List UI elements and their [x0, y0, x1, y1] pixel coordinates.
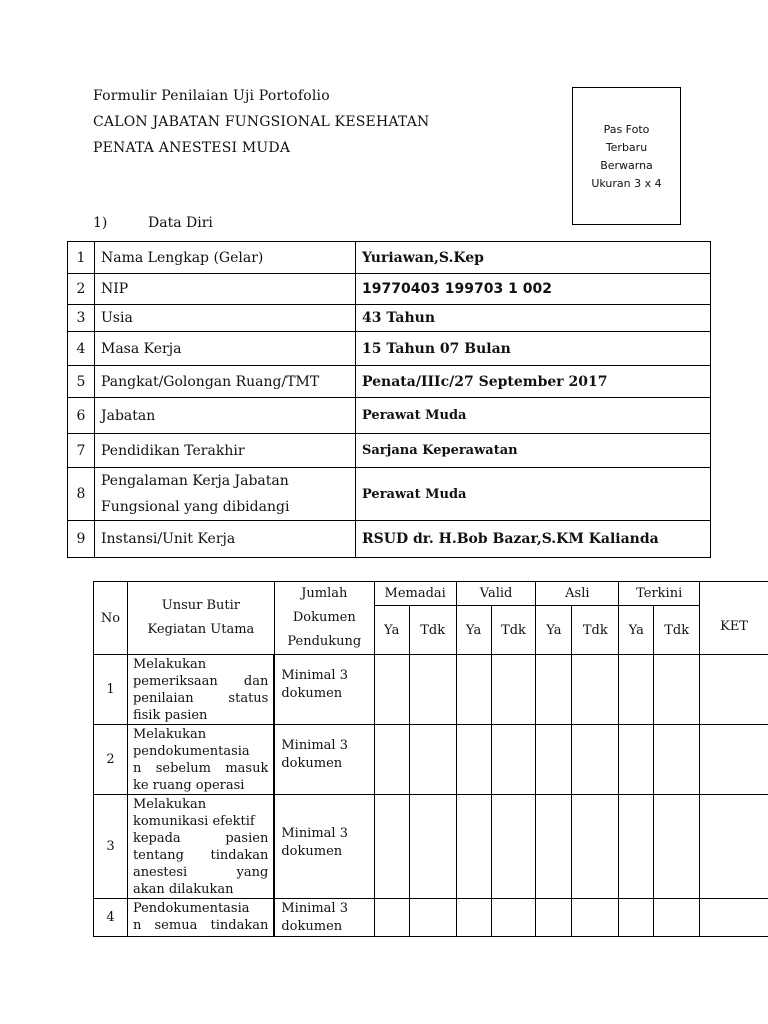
desc-line: penilaian status	[132, 691, 269, 706]
col-ya-header: Ya	[456, 606, 491, 655]
row-value: Perawat Muda	[356, 468, 711, 521]
desc-line: pemeriksaan dan	[132, 674, 269, 689]
row-number: 9	[68, 521, 95, 558]
row-documents	[274, 725, 374, 795]
col-ket-header: KET	[700, 582, 768, 655]
check-cell[interactable]	[409, 725, 456, 795]
table-row	[68, 468, 711, 521]
row-value: 43 Tahun	[356, 305, 711, 332]
row-description	[127, 725, 274, 795]
section-number: 1)	[93, 215, 108, 231]
desc-line: tentang tindakan	[132, 848, 269, 863]
row-number: 6	[68, 398, 95, 434]
section-title: Data Diri	[148, 215, 213, 231]
row-value: 19770403 199703 1 002	[356, 274, 711, 305]
check-cell[interactable]	[572, 899, 619, 937]
row-value: 15 Tahun 07 Bulan	[356, 332, 711, 366]
assessment-table	[93, 581, 768, 937]
row-value: Perawat Muda	[356, 398, 711, 434]
header-line: Kegiatan Utama	[147, 622, 255, 637]
row-number: 2	[68, 274, 95, 305]
desc-line: pendokumentasia	[132, 744, 250, 759]
table-row	[94, 725, 768, 795]
form-title: Formulir Penilaian Uji Portofolio	[93, 88, 330, 104]
check-cell[interactable]	[374, 655, 409, 725]
check-cell[interactable]	[619, 795, 654, 899]
desc-line: n semua tindakan	[132, 918, 269, 933]
desc-line: ke ruang operasi	[132, 778, 245, 793]
photo-text: Terbaru	[605, 141, 648, 154]
check-cell[interactable]	[491, 725, 536, 795]
table-row	[68, 242, 711, 274]
ket-cell[interactable]	[700, 725, 768, 795]
row-label: NIP	[95, 274, 356, 305]
check-cell[interactable]	[456, 655, 491, 725]
check-cell[interactable]	[491, 899, 536, 937]
col-ya-header: Ya	[619, 606, 654, 655]
row-number: 7	[68, 434, 95, 468]
photo-placeholder	[572, 87, 681, 225]
check-cell[interactable]	[374, 795, 409, 899]
check-cell[interactable]	[654, 899, 700, 937]
doc-line: Minimal 3	[281, 668, 348, 683]
doc-line: dokumen	[281, 686, 343, 701]
col-ya-header: Ya	[536, 606, 572, 655]
ket-cell[interactable]	[700, 795, 768, 899]
table-row	[68, 398, 711, 434]
check-cell[interactable]	[409, 655, 456, 725]
col-tdk-header: Tdk	[572, 606, 619, 655]
row-label: Jabatan	[95, 398, 356, 434]
table-row	[68, 305, 711, 332]
check-cell[interactable]	[572, 655, 619, 725]
row-number: 1	[68, 242, 95, 274]
photo-text: Ukuran 3 x 4	[591, 177, 662, 190]
row-documents	[274, 899, 374, 937]
table-row	[68, 366, 711, 398]
form-subtitle: CALON JABATAN FUNGSIONAL KESEHATAN	[93, 114, 430, 130]
check-cell[interactable]	[654, 795, 700, 899]
check-cell[interactable]	[619, 655, 654, 725]
col-unsur-header	[127, 582, 274, 655]
col-memadai-header: Memadai	[374, 582, 456, 606]
check-cell[interactable]	[654, 725, 700, 795]
row-description	[127, 655, 274, 725]
check-cell[interactable]	[619, 725, 654, 795]
row-label: Pangkat/Golongan Ruang/TMT	[95, 366, 356, 398]
row-number: 1	[94, 655, 128, 725]
desc-line: akan dilakukan	[132, 882, 234, 897]
doc-line: dokumen	[281, 756, 343, 771]
check-cell[interactable]	[456, 725, 491, 795]
row-number: 4	[94, 899, 128, 937]
data-diri-table	[67, 241, 711, 558]
col-tdk-header: Tdk	[654, 606, 700, 655]
header-line: Dokumen	[292, 610, 356, 625]
header-line: Pendukung	[287, 634, 362, 649]
doc-line: Minimal 3	[281, 901, 348, 916]
table-row	[94, 795, 768, 899]
check-cell[interactable]	[374, 725, 409, 795]
row-number: 3	[68, 305, 95, 332]
row-label: Usia	[95, 305, 356, 332]
check-cell[interactable]	[456, 795, 491, 899]
doc-line: Minimal 3	[281, 826, 348, 841]
photo-text: Pas Foto	[603, 123, 650, 136]
check-cell[interactable]	[491, 655, 536, 725]
row-description	[127, 795, 274, 899]
col-no-header: No	[94, 582, 128, 655]
check-cell[interactable]	[536, 725, 572, 795]
desc-line: anestesi yang	[132, 865, 269, 880]
table-row	[94, 655, 768, 725]
check-cell[interactable]	[654, 655, 700, 725]
ket-cell[interactable]	[700, 655, 768, 725]
row-value: RSUD dr. H.Bob Bazar,S.KM Kalianda	[356, 521, 711, 558]
doc-line: dokumen	[281, 919, 343, 934]
desc-line: komunikasi efektif	[132, 814, 255, 829]
doc-line: dokumen	[281, 844, 343, 859]
row-value: Penata/IIIc/27 September 2017	[356, 366, 711, 398]
desc-line: Pendokumentasia	[132, 901, 250, 916]
check-cell[interactable]	[572, 795, 619, 899]
col-terkini-header: Terkini	[619, 582, 700, 606]
table-row	[68, 434, 711, 468]
row-label: Pendidikan Terakhir	[95, 434, 356, 468]
row-number: 2	[94, 725, 128, 795]
check-cell[interactable]	[536, 795, 572, 899]
row-documents	[274, 655, 374, 725]
row-number: 8	[68, 468, 95, 521]
col-ya-header: Ya	[374, 606, 409, 655]
row-number: 4	[68, 332, 95, 366]
check-cell[interactable]	[456, 899, 491, 937]
header-line: Unsur Butir	[161, 598, 241, 613]
row-value: Sarjana Keperawatan	[356, 434, 711, 468]
table-row	[68, 521, 711, 558]
row-label: Instansi/Unit Kerja	[95, 521, 356, 558]
ket-cell[interactable]	[700, 899, 768, 937]
row-label	[95, 468, 356, 521]
row-label: Nama Lengkap (Gelar)	[95, 242, 356, 274]
check-cell[interactable]	[572, 725, 619, 795]
col-valid-header: Valid	[456, 582, 536, 606]
check-cell[interactable]	[536, 655, 572, 725]
check-cell[interactable]	[409, 795, 456, 899]
row-label-line: Fungsional yang dibidangi	[101, 499, 290, 515]
doc-line: Minimal 3	[281, 738, 348, 753]
table-row	[94, 899, 768, 937]
col-jumlah-header	[274, 582, 374, 655]
row-documents	[274, 795, 374, 899]
check-cell[interactable]	[374, 899, 409, 937]
section-heading	[93, 215, 213, 231]
form-position: PENATA ANESTESI MUDA	[93, 140, 291, 156]
photo-text: Berwarna	[600, 159, 653, 172]
col-asli-header: Asli	[536, 582, 619, 606]
check-cell[interactable]	[536, 899, 572, 937]
col-tdk-header: Tdk	[409, 606, 456, 655]
table-row	[68, 274, 711, 305]
col-tdk-header: Tdk	[491, 606, 536, 655]
row-label: Masa Kerja	[95, 332, 356, 366]
check-cell[interactable]	[409, 899, 456, 937]
check-cell[interactable]	[619, 899, 654, 937]
desc-line: fisik pasien	[132, 708, 208, 723]
row-value: Yuriawan,S.Kep	[356, 242, 711, 274]
check-cell[interactable]	[491, 795, 536, 899]
row-description	[127, 899, 274, 937]
row-number: 5	[68, 366, 95, 398]
desc-line: kepada pasien	[132, 831, 269, 846]
desc-line: n sebelum masuk	[132, 761, 269, 776]
desc-line: Melakukan	[132, 657, 207, 672]
table-row	[68, 332, 711, 366]
desc-line: Melakukan	[132, 727, 207, 742]
row-number: 3	[94, 795, 128, 899]
header-row	[94, 582, 768, 606]
header-line: Jumlah	[301, 586, 348, 601]
desc-line: Melakukan	[132, 797, 207, 812]
row-label-line: Pengalaman Kerja Jabatan	[101, 473, 289, 489]
